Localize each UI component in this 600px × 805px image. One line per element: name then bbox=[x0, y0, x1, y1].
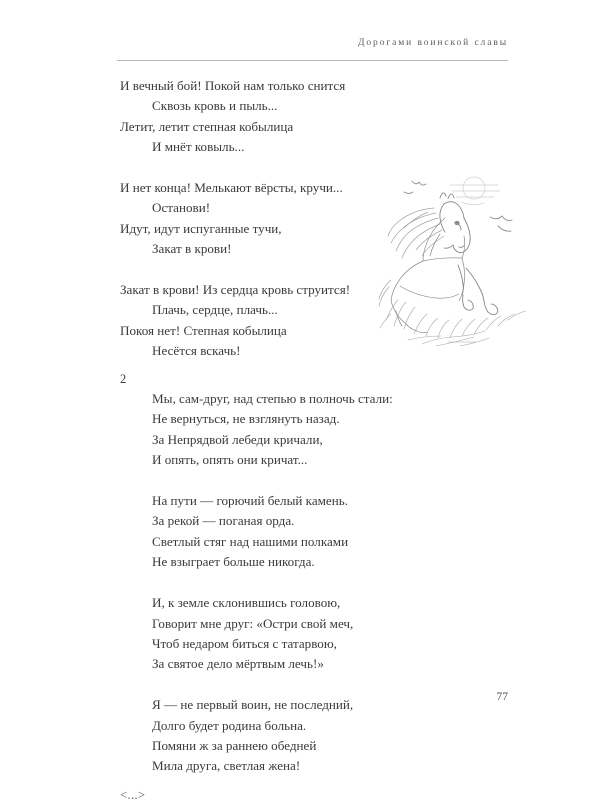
verse-line: И, к земле склонившись головою, bbox=[152, 595, 341, 611]
verse-line: Покоя нет! Степная кобылица bbox=[120, 322, 287, 338]
verse-line: На пути — горючий белый камень. bbox=[152, 493, 348, 509]
verse-line: И мнёт ковыль... bbox=[152, 139, 245, 155]
verse-line: Я — не первый воин, не последний, bbox=[152, 697, 354, 713]
verse-line: Не взыграет больше никогда. bbox=[152, 554, 315, 570]
verse-line: Летит, летит степная кобылица bbox=[120, 118, 294, 134]
verse-line: Мы, сам-друг, над степью в полночь стали: bbox=[152, 391, 393, 407]
verse-line: Идут, идут испуганные тучи, bbox=[120, 220, 282, 236]
page-number: 77 bbox=[496, 691, 508, 703]
stanza bbox=[152, 593, 520, 675]
verse-line: И нет конца! Мелькают вёрсты, кручи... bbox=[120, 180, 343, 196]
running-head: Дорогами воинской славы bbox=[358, 38, 508, 48]
stanza bbox=[152, 695, 520, 777]
verse-line: Помяни ж за раннею обедней bbox=[152, 737, 317, 753]
stanza bbox=[120, 280, 520, 362]
verse-line: Говорит мне друг: «Остри свой меч, bbox=[152, 615, 354, 631]
header-rule bbox=[117, 60, 508, 61]
stanza bbox=[152, 389, 520, 471]
verse-line: Светлый стяг над нашими полками bbox=[152, 533, 349, 549]
verse-line: Несётся вскачь! bbox=[152, 343, 241, 359]
verse-line: Останови! bbox=[152, 200, 211, 216]
verse-line: Закат в крови! bbox=[152, 241, 232, 257]
stanza bbox=[152, 491, 520, 573]
verse-line: Мила друга, светлая жена! bbox=[152, 758, 301, 774]
verse-line: Не вернуться, не взглянуть назад. bbox=[152, 411, 340, 427]
section-number: 2 bbox=[120, 371, 127, 386]
poem-part-two bbox=[120, 389, 520, 777]
stanza bbox=[120, 178, 520, 260]
verse-line: Закат в крови! Из сердца кровь струится! bbox=[120, 282, 351, 298]
omission-marker: <...> bbox=[120, 787, 146, 802]
verse-line: И опять, опять они кричат... bbox=[152, 452, 308, 468]
verse-line: Долго будет родина больна. bbox=[152, 717, 307, 733]
verse-line: Чтоб недаром биться с татарвою, bbox=[152, 635, 337, 651]
verse-line: За рекой — поганая орда. bbox=[152, 513, 295, 529]
stanza bbox=[120, 76, 520, 158]
poem-part-one bbox=[120, 76, 520, 362]
verse-line: Плачь, сердце, плачь... bbox=[152, 302, 278, 318]
verse-line: За Непрядвой лебеди кричали, bbox=[152, 431, 323, 447]
verse-line: Сквозь кровь и пыль... bbox=[152, 98, 278, 114]
verse-line: И вечный бой! Покой нам только снится bbox=[120, 78, 346, 93]
verse-line: За святое дело мёртвым лечь!» bbox=[152, 656, 324, 672]
